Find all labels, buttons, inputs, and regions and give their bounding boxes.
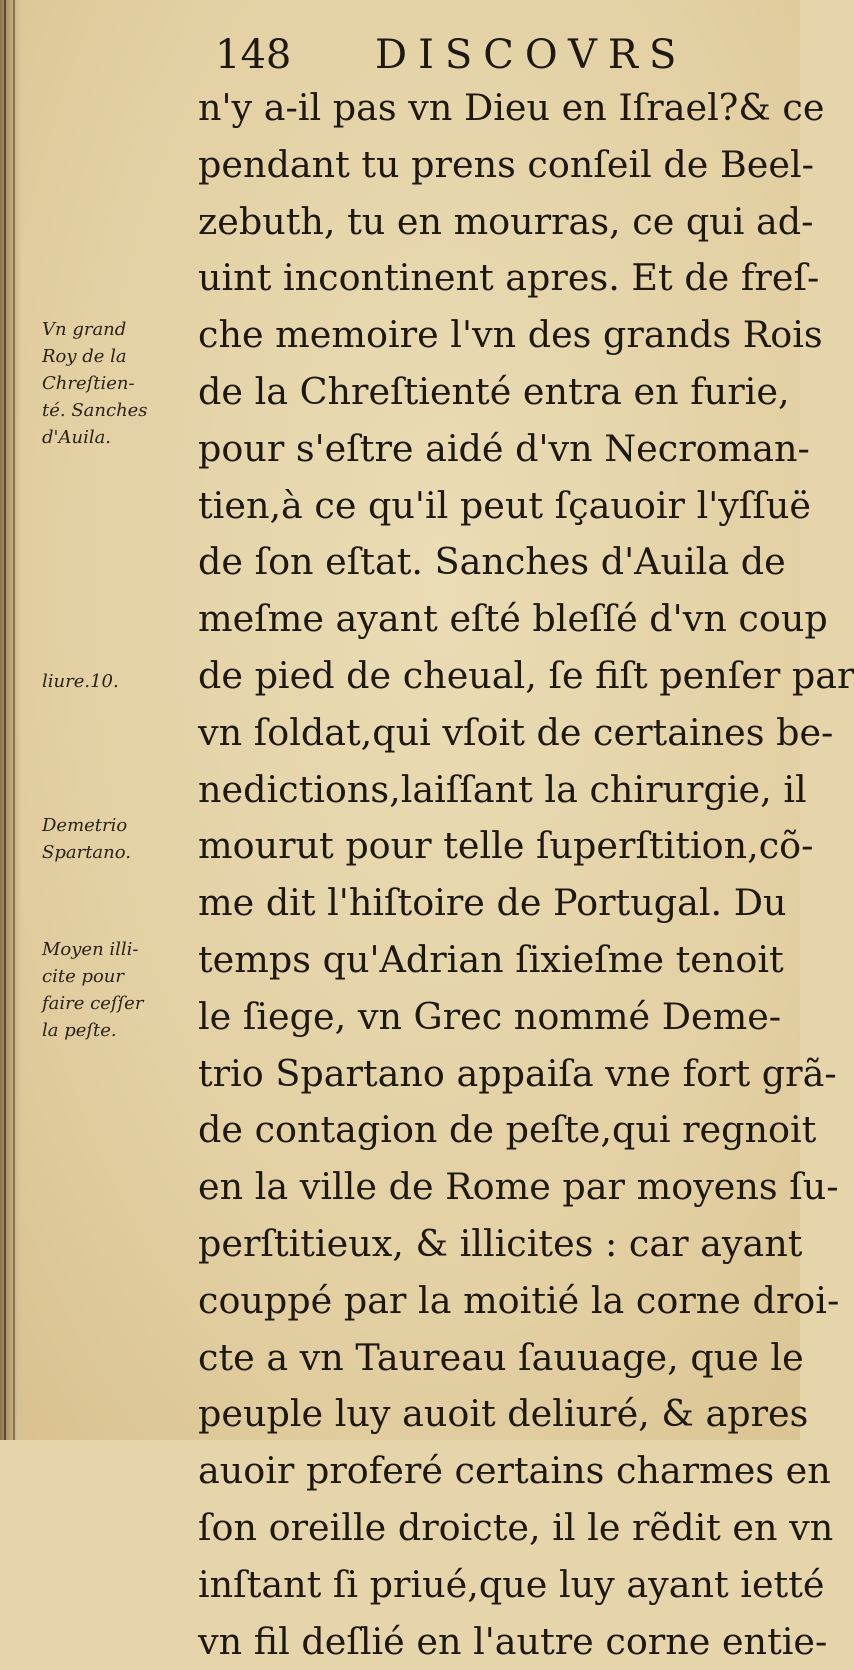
text-line: nedictions,laiſſant la chirurgie, il bbox=[198, 767, 807, 811]
text-line: uint incontinent apres. Et de freſ- bbox=[198, 256, 820, 300]
text-line: pour s'eſtre aidé d'vn Necroman- bbox=[198, 426, 810, 470]
running-head bbox=[205, 30, 765, 80]
margin-note-line: Roy de la bbox=[42, 346, 127, 367]
margin-note-line: Spartano. bbox=[42, 842, 131, 863]
margin-note bbox=[42, 812, 202, 866]
text-line: de la Chreſtienté entra en furie, bbox=[198, 369, 790, 413]
text-line: couppé par la moitié la corne droi- bbox=[198, 1278, 840, 1322]
binding-edge bbox=[13, 0, 15, 1440]
text-line: mourut pour telle ſuperſtition,cõ- bbox=[198, 824, 814, 868]
binding-edge bbox=[4, 0, 6, 1440]
text-line: cte a vn Taureau ſauuage, que le bbox=[198, 1335, 804, 1379]
text-line: le ſiege, vn Grec nommé Deme- bbox=[198, 994, 782, 1038]
text-line: de contagion de peſte,qui regnoit bbox=[198, 1108, 817, 1152]
margin-note-line: Vn grand bbox=[42, 319, 127, 340]
text-line: tien,à ce qu'il peut ſçauoir l'yſſuë bbox=[198, 483, 812, 527]
margin-note-line: Moyen illi- bbox=[42, 939, 139, 960]
text-line: vn ſoldat,qui vſoit de certaines be- bbox=[198, 710, 834, 754]
margin-note-line: Demetrio bbox=[42, 815, 128, 836]
text-line: temps qu'Adrian ſixieſme tenoit bbox=[198, 937, 784, 981]
margin-note-line: té. Sanches bbox=[42, 400, 148, 421]
text-line: inſtant ſi priué,que luy ayant ietté bbox=[198, 1562, 825, 1606]
text-line: me dit l'hiſtoire de Portugal. Du bbox=[198, 881, 787, 925]
text-line: n'y a-il pas vn Dieu en Iſrael?& ce bbox=[198, 86, 825, 129]
margin-note-line: Chreſtien- bbox=[42, 373, 135, 394]
text-line: vn fil deſlié en l'autre corne entie- bbox=[198, 1619, 828, 1663]
text-line: che memoire l'vn des grands Rois bbox=[198, 313, 823, 357]
text-line: ſon oreille droicte, il le rẽdit en vn bbox=[198, 1505, 834, 1549]
margin-note-line: cite pour bbox=[42, 966, 125, 987]
margin-note-line: faire ceſſer bbox=[42, 993, 144, 1014]
text-line: peuple luy auoit deliuré, & apres bbox=[198, 1392, 809, 1436]
text-line: de pied de cheual, ſe fiſt penſer par bbox=[198, 653, 854, 697]
running-title: DISCOVRS bbox=[375, 32, 688, 78]
text-line: en la ville de Rome par moyens ſu- bbox=[198, 1165, 839, 1209]
margin-note-line: la peſte. bbox=[42, 1020, 117, 1041]
text-line: auoir proferé certains charmes en bbox=[198, 1449, 831, 1493]
margin-note-line: liure.10. bbox=[42, 671, 119, 692]
margin-note bbox=[42, 668, 202, 695]
text-line: de ſon eſtat. Sanches d'Auila de bbox=[198, 540, 786, 584]
margin-note-line: d'Auila. bbox=[42, 427, 112, 448]
margin-note bbox=[42, 936, 202, 1044]
text-line: meſme ayant eſté bleſſé d'vn coup bbox=[198, 597, 828, 641]
text-line: zebuth, tu en mourras, ce qui ad- bbox=[198, 199, 814, 243]
margin-note bbox=[42, 316, 202, 451]
text-line: perſtitieux, & illicites : car ayant bbox=[198, 1221, 803, 1265]
text-line: pendant tu prens conſeil de Beel- bbox=[198, 142, 814, 186]
body-text bbox=[198, 80, 854, 1670]
text-line: trio Spartano appaiſa vne fort grã- bbox=[198, 1051, 837, 1095]
page-number: 148 bbox=[215, 32, 292, 78]
